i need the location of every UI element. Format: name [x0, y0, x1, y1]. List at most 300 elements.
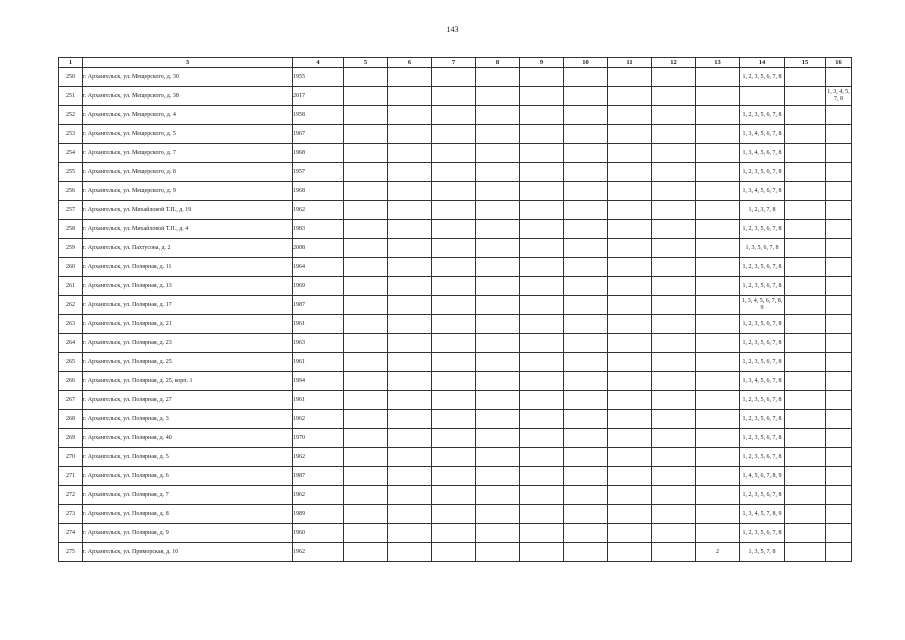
year-cell: 1962: [293, 201, 344, 220]
column-8-cell: [476, 201, 520, 220]
column-5-cell: [344, 315, 388, 334]
column-9-cell: [520, 106, 564, 125]
column-8-cell: [476, 448, 520, 467]
row-number-cell: 270: [59, 448, 83, 467]
column-9-cell: [520, 125, 564, 144]
year-cell: 1994: [293, 372, 344, 391]
column-15-cell: [785, 239, 826, 258]
year-cell: 1961: [293, 315, 344, 334]
column-12-cell: [652, 372, 696, 391]
column-16-cell: [826, 543, 852, 562]
column-14-cell: [740, 87, 785, 106]
column-5-cell: [344, 334, 388, 353]
year-cell: 1970: [293, 429, 344, 448]
column-15-cell: [785, 429, 826, 448]
column-14-cell: 1, 2, 3, 5, 6, 7, 8: [740, 410, 785, 429]
column-7-cell: [432, 467, 476, 486]
year-cell: 2008: [293, 239, 344, 258]
column-6-cell: [388, 163, 432, 182]
column-13-cell: [696, 448, 740, 467]
row-number-cell: 268: [59, 410, 83, 429]
column-15-cell: [785, 315, 826, 334]
column-8-cell: [476, 429, 520, 448]
column-16-cell: [826, 220, 852, 239]
column-13-cell: [696, 410, 740, 429]
column-15-cell: [785, 106, 826, 125]
column-13-cell: [696, 182, 740, 201]
column-8-cell: [476, 391, 520, 410]
year-cell: 1962: [293, 543, 344, 562]
column-8-cell: [476, 353, 520, 372]
column-6-cell: [388, 239, 432, 258]
column-11-cell: [608, 372, 652, 391]
column-12-cell: [652, 258, 696, 277]
column-16-cell: [826, 448, 852, 467]
column-5-cell: [344, 486, 388, 505]
table-row: [59, 524, 852, 543]
column-10-cell: [564, 524, 608, 543]
column-header-3: 3: [83, 58, 293, 68]
column-12-cell: [652, 315, 696, 334]
table-row: [59, 163, 852, 182]
column-10-cell: [564, 68, 608, 87]
address-cell: г. Архангельск, ул. Полярная, д. 21: [83, 315, 293, 334]
column-10-cell: [564, 391, 608, 410]
column-9-cell: [520, 239, 564, 258]
address-cell: г. Архангельск, ул. Полярная, д. 11: [83, 258, 293, 277]
column-14-cell: 1, 2, 3, 5, 6, 7, 8: [740, 106, 785, 125]
column-7-cell: [432, 391, 476, 410]
address-cell: г. Архангельск, ул. Мещерского, д. 38: [83, 87, 293, 106]
column-10-cell: [564, 106, 608, 125]
column-5-cell: [344, 87, 388, 106]
column-13-cell: [696, 125, 740, 144]
column-10-cell: [564, 448, 608, 467]
column-7-cell: [432, 144, 476, 163]
column-5-cell: [344, 429, 388, 448]
column-13-cell: 2: [696, 543, 740, 562]
column-9-cell: [520, 277, 564, 296]
column-header-6: 6: [388, 58, 432, 68]
row-number-cell: 256: [59, 182, 83, 201]
table-row: [59, 144, 852, 163]
column-10-cell: [564, 315, 608, 334]
column-13-cell: [696, 372, 740, 391]
row-number-cell: 252: [59, 106, 83, 125]
address-cell: г. Архангельск, ул. Полярная, д. 5: [83, 448, 293, 467]
column-9-cell: [520, 68, 564, 87]
column-16-cell: [826, 296, 852, 315]
column-11-cell: [608, 448, 652, 467]
year-cell: 1968: [293, 182, 344, 201]
column-8-cell: [476, 220, 520, 239]
column-11-cell: [608, 125, 652, 144]
column-7-cell: [432, 106, 476, 125]
column-11-cell: [608, 163, 652, 182]
column-5-cell: [344, 448, 388, 467]
column-16-cell: [826, 353, 852, 372]
table-row: [59, 315, 852, 334]
column-10-cell: [564, 277, 608, 296]
year-cell: 1964: [293, 258, 344, 277]
row-number-cell: 250: [59, 68, 83, 87]
column-13-cell: [696, 220, 740, 239]
column-6-cell: [388, 277, 432, 296]
column-14-cell: 1, 2, 3, 5, 6, 7, 8: [740, 277, 785, 296]
address-cell: г. Архангельск, ул. Полярная, д. 8: [83, 505, 293, 524]
column-14-cell: 1, 2, 3, 5, 6, 7, 8: [740, 334, 785, 353]
column-15-cell: [785, 505, 826, 524]
column-12-cell: [652, 429, 696, 448]
address-cell: г. Архангельск, ул. Мещерского, д. 7: [83, 144, 293, 163]
page-number: 143: [446, 25, 459, 34]
column-13-cell: [696, 315, 740, 334]
address-cell: г. Архангельск, ул. Полярная, д. 3: [83, 410, 293, 429]
register-table: [58, 57, 852, 562]
column-header-7: 7: [432, 58, 476, 68]
column-5-cell: [344, 505, 388, 524]
year-cell: 1957: [293, 163, 344, 182]
table-row: [59, 296, 852, 315]
column-9-cell: [520, 163, 564, 182]
column-8-cell: [476, 315, 520, 334]
column-8-cell: [476, 87, 520, 106]
table-row: [59, 125, 852, 144]
column-5-cell: [344, 239, 388, 258]
row-number-cell: 260: [59, 258, 83, 277]
address-cell: г. Архангельск, ул. Мещерского, д. 5: [83, 125, 293, 144]
column-14-cell: 1, 3, 4, 5, 6, 7, 8: [740, 144, 785, 163]
column-7-cell: [432, 524, 476, 543]
column-16-cell: [826, 334, 852, 353]
column-10-cell: [564, 87, 608, 106]
column-11-cell: [608, 182, 652, 201]
row-number-cell: 264: [59, 334, 83, 353]
column-10-cell: [564, 372, 608, 391]
column-11-cell: [608, 315, 652, 334]
column-8-cell: [476, 125, 520, 144]
column-12-cell: [652, 486, 696, 505]
column-14-cell: 1, 4, 5, 6, 7, 8, 9: [740, 467, 785, 486]
column-16-cell: [826, 125, 852, 144]
table-row: [59, 391, 852, 410]
column-14-cell: 1, 2, 3, 5, 6, 7, 8: [740, 315, 785, 334]
column-12-cell: [652, 144, 696, 163]
column-16-cell: [826, 524, 852, 543]
column-7-cell: [432, 182, 476, 201]
column-6-cell: [388, 467, 432, 486]
column-5-cell: [344, 182, 388, 201]
column-15-cell: [785, 258, 826, 277]
row-number-cell: 273: [59, 505, 83, 524]
column-12-cell: [652, 220, 696, 239]
column-5-cell: [344, 296, 388, 315]
column-8-cell: [476, 505, 520, 524]
column-7-cell: [432, 220, 476, 239]
column-header-1: 1: [59, 58, 83, 68]
column-10-cell: [564, 163, 608, 182]
column-12-cell: [652, 391, 696, 410]
table-row: [59, 334, 852, 353]
column-13-cell: [696, 486, 740, 505]
column-5-cell: [344, 524, 388, 543]
column-16-cell: [826, 182, 852, 201]
column-9-cell: [520, 182, 564, 201]
column-8-cell: [476, 372, 520, 391]
column-5-cell: [344, 220, 388, 239]
column-7-cell: [432, 448, 476, 467]
column-7-cell: [432, 201, 476, 220]
column-15-cell: [785, 334, 826, 353]
address-cell: г. Архангельск, ул. Полярная, д. 23: [83, 334, 293, 353]
column-5-cell: [344, 467, 388, 486]
column-9-cell: [520, 144, 564, 163]
column-6-cell: [388, 334, 432, 353]
column-7-cell: [432, 486, 476, 505]
column-10-cell: [564, 467, 608, 486]
column-9-cell: [520, 543, 564, 562]
column-10-cell: [564, 144, 608, 163]
column-16-cell: [826, 163, 852, 182]
column-15-cell: [785, 163, 826, 182]
table-row: [59, 505, 852, 524]
column-13-cell: [696, 524, 740, 543]
column-14-cell: 1, 3, 4, 5, 6, 7, 8: [740, 372, 785, 391]
column-8-cell: [476, 277, 520, 296]
column-8-cell: [476, 182, 520, 201]
year-cell: 1962: [293, 486, 344, 505]
year-cell: 1961: [293, 353, 344, 372]
address-cell: г. Архангельск, ул. Приморская, д. 10: [83, 543, 293, 562]
column-6-cell: [388, 448, 432, 467]
column-10-cell: [564, 201, 608, 220]
column-11-cell: [608, 410, 652, 429]
column-11-cell: [608, 353, 652, 372]
row-number-cell: 259: [59, 239, 83, 258]
column-10-cell: [564, 505, 608, 524]
column-13-cell: [696, 391, 740, 410]
column-7-cell: [432, 239, 476, 258]
column-7-cell: [432, 163, 476, 182]
row-number-cell: 274: [59, 524, 83, 543]
column-6-cell: [388, 410, 432, 429]
column-7-cell: [432, 353, 476, 372]
column-15-cell: [785, 524, 826, 543]
column-13-cell: [696, 239, 740, 258]
table-row: [59, 239, 852, 258]
column-15-cell: [785, 201, 826, 220]
column-15-cell: [785, 87, 826, 106]
table-row: [59, 467, 852, 486]
column-6-cell: [388, 87, 432, 106]
address-cell: г. Архангельск, ул. Пахтусова, д. 2: [83, 239, 293, 258]
column-7-cell: [432, 296, 476, 315]
column-6-cell: [388, 182, 432, 201]
column-15-cell: [785, 467, 826, 486]
column-11-cell: [608, 277, 652, 296]
column-14-cell: 1, 2, 3, 5, 6, 7, 8: [740, 429, 785, 448]
column-15-cell: [785, 543, 826, 562]
column-16-cell: [826, 429, 852, 448]
column-header-11: 11: [608, 58, 652, 68]
column-6-cell: [388, 220, 432, 239]
column-16-cell: [826, 505, 852, 524]
row-number-cell: 255: [59, 163, 83, 182]
column-11-cell: [608, 201, 652, 220]
year-cell: 2017: [293, 87, 344, 106]
column-6-cell: [388, 505, 432, 524]
column-9-cell: [520, 87, 564, 106]
column-5-cell: [344, 277, 388, 296]
column-16-cell: [826, 486, 852, 505]
column-8-cell: [476, 68, 520, 87]
table-row: [59, 410, 852, 429]
column-9-cell: [520, 486, 564, 505]
column-10-cell: [564, 543, 608, 562]
row-number-cell: 261: [59, 277, 83, 296]
row-number-cell: 262: [59, 296, 83, 315]
column-13-cell: [696, 68, 740, 87]
column-13-cell: [696, 353, 740, 372]
column-header-10: 10: [564, 58, 608, 68]
column-11-cell: [608, 220, 652, 239]
column-14-cell: 1, 3, 4, 5, 6, 7, 8, 9: [740, 296, 785, 315]
column-5-cell: [344, 372, 388, 391]
column-13-cell: [696, 106, 740, 125]
column-9-cell: [520, 410, 564, 429]
row-number-cell: 258: [59, 220, 83, 239]
column-14-cell: 1, 2, 3, 5, 6, 7, 8: [740, 486, 785, 505]
column-14-cell: 1, 3, 4, 5, 6, 7, 8: [740, 125, 785, 144]
column-15-cell: [785, 391, 826, 410]
column-header-8: 8: [476, 58, 520, 68]
column-7-cell: [432, 258, 476, 277]
column-10-cell: [564, 334, 608, 353]
column-10-cell: [564, 410, 608, 429]
column-9-cell: [520, 353, 564, 372]
column-8-cell: [476, 258, 520, 277]
column-15-cell: [785, 410, 826, 429]
column-11-cell: [608, 106, 652, 125]
column-6-cell: [388, 391, 432, 410]
table-row: [59, 429, 852, 448]
column-header-16: 16: [826, 58, 852, 68]
column-10-cell: [564, 486, 608, 505]
column-16-cell: [826, 372, 852, 391]
column-8-cell: [476, 486, 520, 505]
column-header-5: 5: [344, 58, 388, 68]
column-6-cell: [388, 315, 432, 334]
column-13-cell: [696, 467, 740, 486]
row-number-cell: 271: [59, 467, 83, 486]
column-15-cell: [785, 182, 826, 201]
table-row: [59, 353, 852, 372]
column-13-cell: [696, 277, 740, 296]
column-5-cell: [344, 410, 388, 429]
address-cell: г. Архангельск, ул. Полярная, д. 25: [83, 353, 293, 372]
column-6-cell: [388, 106, 432, 125]
column-15-cell: [785, 220, 826, 239]
row-number-cell: 257: [59, 201, 83, 220]
column-12-cell: [652, 182, 696, 201]
column-6-cell: [388, 429, 432, 448]
column-12-cell: [652, 353, 696, 372]
column-6-cell: [388, 486, 432, 505]
column-7-cell: [432, 334, 476, 353]
column-5-cell: [344, 201, 388, 220]
address-cell: г. Архангельск, ул. Мещерского, д. 4: [83, 106, 293, 125]
column-12-cell: [652, 125, 696, 144]
column-header-14: 14: [740, 58, 785, 68]
column-12-cell: [652, 239, 696, 258]
column-11-cell: [608, 391, 652, 410]
column-6-cell: [388, 296, 432, 315]
year-cell: 1987: [293, 467, 344, 486]
column-16-cell: [826, 201, 852, 220]
column-11-cell: [608, 144, 652, 163]
column-16-cell: [826, 277, 852, 296]
year-cell: 1969: [293, 277, 344, 296]
column-7-cell: [432, 315, 476, 334]
column-7-cell: [432, 277, 476, 296]
column-15-cell: [785, 277, 826, 296]
column-14-cell: 1, 2, 3, 5, 6, 7, 8: [740, 258, 785, 277]
column-6-cell: [388, 258, 432, 277]
column-9-cell: [520, 524, 564, 543]
column-8-cell: [476, 467, 520, 486]
table-body: [59, 68, 852, 562]
row-number-cell: 267: [59, 391, 83, 410]
column-9-cell: [520, 334, 564, 353]
header-row: [59, 58, 852, 68]
year-cell: 1962: [293, 410, 344, 429]
column-10-cell: [564, 125, 608, 144]
year-cell: 1987: [293, 296, 344, 315]
column-8-cell: [476, 524, 520, 543]
column-9-cell: [520, 505, 564, 524]
column-11-cell: [608, 87, 652, 106]
column-8-cell: [476, 296, 520, 315]
column-13-cell: [696, 163, 740, 182]
year-cell: 1983: [293, 220, 344, 239]
column-15-cell: [785, 353, 826, 372]
table-row: [59, 220, 852, 239]
column-11-cell: [608, 524, 652, 543]
year-cell: 1960: [293, 524, 344, 543]
column-15-cell: [785, 296, 826, 315]
row-number-cell: 263: [59, 315, 83, 334]
column-9-cell: [520, 448, 564, 467]
column-14-cell: 1, 2, 3, 5, 6, 7, 8: [740, 524, 785, 543]
column-16-cell: [826, 106, 852, 125]
column-7-cell: [432, 87, 476, 106]
column-11-cell: [608, 505, 652, 524]
column-15-cell: [785, 486, 826, 505]
column-6-cell: [388, 68, 432, 87]
column-14-cell: 1, 3, 4, 5, 6, 7, 8: [740, 182, 785, 201]
column-10-cell: [564, 296, 608, 315]
address-cell: г. Архангельск, ул. Полярная, д. 25, корп. 1: [83, 372, 293, 391]
column-6-cell: [388, 125, 432, 144]
address-cell: г. Архангельск, ул. Полярная, д. 40: [83, 429, 293, 448]
row-number-cell: 251: [59, 87, 83, 106]
column-6-cell: [388, 144, 432, 163]
row-number-cell: 272: [59, 486, 83, 505]
column-header-12: 12: [652, 58, 696, 68]
column-12-cell: [652, 543, 696, 562]
column-15-cell: [785, 144, 826, 163]
row-number-cell: 253: [59, 125, 83, 144]
